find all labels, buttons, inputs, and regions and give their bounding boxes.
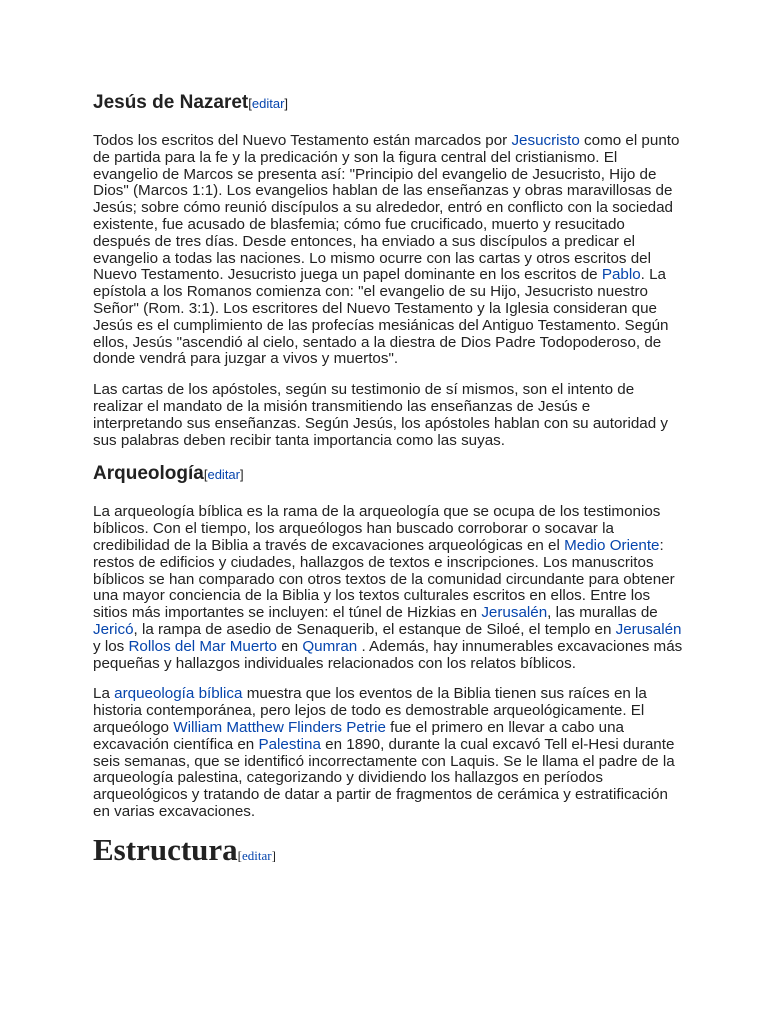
text-span: en 1890, durante la cual excavó Tell el-Hesi durante seis semanas, que se identificó incorrectamente con Laquis. Se le llama el padre de la arqueología palestina, categorizando y dividiendo los hallazgos en períodos arqueológicos y tratando de datar a partir de fragmentos de cerámica y estratificación en varias excavaciones.: [93, 735, 675, 820]
link-jesucristo[interactable]: Jesucristo: [511, 132, 580, 149]
link-flinders-petrie[interactable]: William Matthew Flinders Petrie: [173, 718, 386, 736]
heading-estructura: [93, 833, 683, 873]
edit-link-arqueologia[interactable]: editar: [207, 467, 240, 483]
text-span: y los: [93, 637, 129, 655]
edit-section-jesus: [editar]: [248, 96, 289, 111]
text-span: . La epístola a los Romanos comienza con: "el evangelio de su Hijo, Jesucristo nuestro Señor" (Rom. 3:1). Los escritores del Nuevo Testamento y la Iglesia consideran que Jesús es el cumplimiento de las profecías mesiánicas del Antiguo Testamento. Según ellos, Jesús "ascendió al cielo, sentado a la diestra de Dios Padre Todopoderoso, de donde vendrá para juzgar a vivos y muertos".: [93, 266, 669, 368]
edit-section-estructura: [editar]: [237, 847, 276, 863]
text-span: en: [277, 637, 303, 655]
text-span: . Además, hay innumerables excavaciones más pequeñas y hallazgos individuales relacionados con los relatos bíblicos.: [93, 637, 683, 672]
heading-arqueologia: [93, 463, 683, 486]
heading-arqueologia-title: Arqueología: [93, 463, 204, 485]
text-span: fue el primero en llevar a cabo una excavación científica en: [93, 718, 624, 753]
link-medio-oriente[interactable]: Medio Oriente: [564, 536, 660, 554]
article-content: [93, 92, 683, 873]
text-span: muestra que los eventos de la Biblia tienen sus raíces en la historia contemporánea, pero lejos de todo es demostrable arqueológicamente. El arqueólogo: [93, 685, 647, 736]
text-span: La: [93, 685, 115, 703]
link-pablo[interactable]: Pablo: [601, 266, 641, 284]
edit-link-jesus[interactable]: editar: [251, 96, 285, 111]
text-span: La arqueología bíblica es la rama de la arqueología que se ocupa de los testimonios bíblicos. Con el tiempo, los arqueólogos han buscado corroborar o socavar la credibilidad de la Biblia a través de excavaciones arqueológicas en el: [93, 503, 661, 554]
link-rollos-del-mar-muerto[interactable]: Rollos del Mar Muerto: [128, 637, 278, 655]
link-jerusalen-2[interactable]: Jerusalén: [615, 620, 682, 638]
edit-link-estructura[interactable]: editar: [242, 847, 272, 863]
text-span: Todos los escritos del Nuevo Testamento están marcados por: [93, 132, 512, 149]
link-arqueologia-biblica[interactable]: arqueología bíblica: [114, 685, 243, 703]
edit-section-arqueologia: [editar]: [203, 467, 244, 483]
link-jerico[interactable]: Jericó: [93, 620, 134, 638]
paragraph-jesus-1: [93, 133, 683, 368]
text-span: , la rampa de asedio de Senaquerib, el estanque de Siloé, el templo en: [133, 620, 616, 638]
heading-jesus-de-nazaret: [93, 92, 683, 115]
link-jerusalen[interactable]: Jerusalén: [481, 604, 548, 622]
link-qumran[interactable]: Qumran: [302, 637, 358, 655]
heading-estructura-title: Estructura: [93, 831, 238, 867]
paragraph-jesus-2: Las cartas de los apóstoles, según su testimonio de sí mismos, son el intento de realizar el mandato de la misión transmitiendo las enseñanzas de Jesús e interpretando sus enseñanzas. Según Jesús, los apóstoles hablan con su autoridad y sus palabras deben recibir tanta importancia como las suyas.: [93, 381, 668, 449]
paragraph-arqueologia-1: [93, 504, 683, 672]
heading-jesus-title: Jesús de Nazaret: [93, 92, 249, 113]
paragraph-arqueologia-2: [93, 686, 683, 820]
text-span: : restos de edificios y ciudades, hallazgos de textos e inscripciones. Los manuscritos bíblicos se han comparado con otros textos de la comunidad circundante para obtener una mayor conciencia de la Biblia y los textos culturales escritos en ellos. Entre los sitios más importantes se incluyen: el túnel de Hizkias en: [93, 536, 675, 622]
text-span: , las murallas de: [547, 604, 658, 622]
text-span: como el punto de partida para la fe y la predicación y son la figura central del cristianismo. El evangelio de Marcos se presenta así: "Principio del evangelio de Jesucristo, Hijo de Dios" (Marcos 1:1). Los evangelios hablan de las enseñanzas y obras maravillosas de Jesús; sobre cómo reunió discípulos a su alrededor, entró en conflicto con la sociedad existente, fue acusado de blasfemia; cómo fue crucificado, muerto y resucitado después de tres días. Desde entonces, ha enviado a sus discípulos a predicar el evangelio a todas las naciones. Lo mismo ocurre con las cartas y otros escritos del Nuevo Testamento. Jesucristo juega un papel dominante en los escritos de: [93, 132, 680, 284]
link-palestina[interactable]: Palestina: [258, 735, 321, 753]
